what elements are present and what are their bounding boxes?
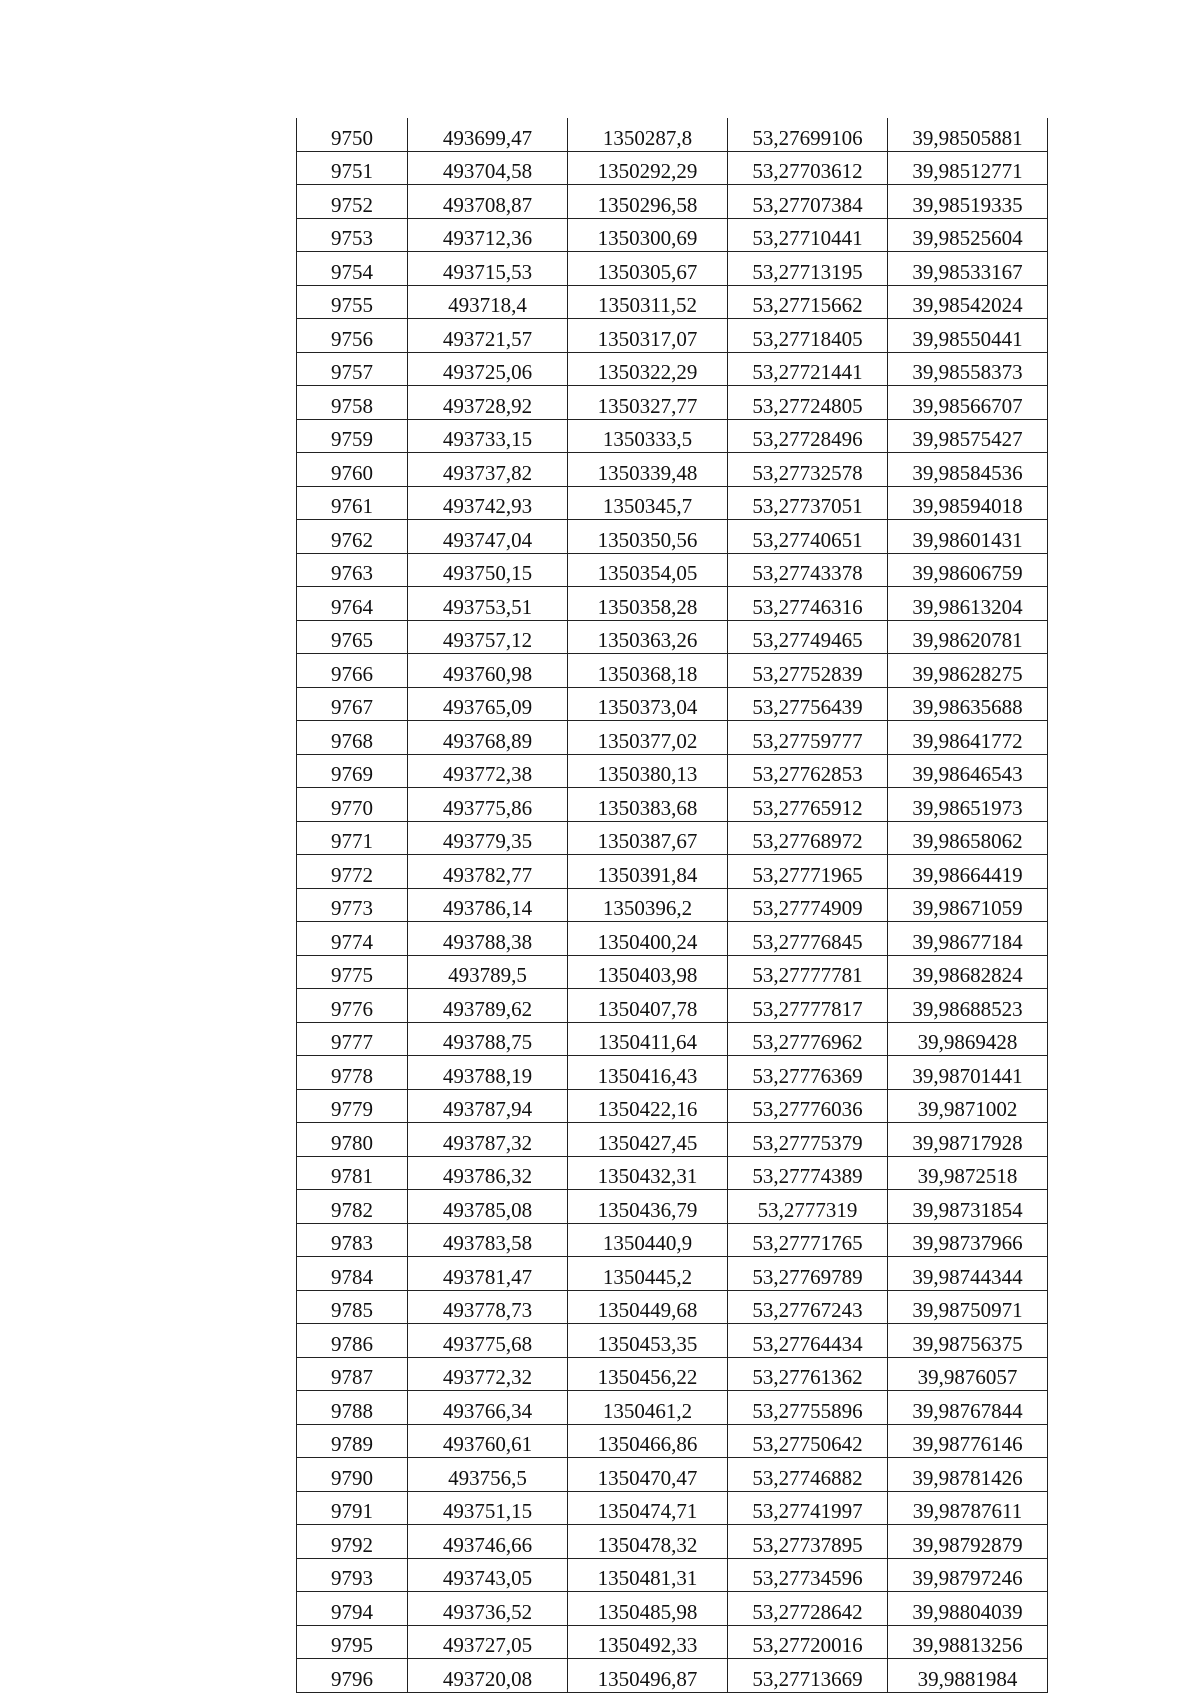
y-coordinate-cell: 1350416,43 [568, 1056, 728, 1090]
y-coordinate-cell: 1350387,67 [568, 821, 728, 855]
point-number-cell: 9765 [297, 620, 408, 654]
x-coordinate-cell: 493725,06 [408, 352, 568, 386]
table-row [297, 1156, 1048, 1190]
point-number-cell: 9781 [297, 1156, 408, 1190]
longitude-cell: 39,98731854 [888, 1190, 1048, 1224]
longitude-cell: 39,98797246 [888, 1558, 1048, 1592]
x-coordinate-cell: 493756,5 [408, 1458, 568, 1492]
y-coordinate-cell: 1350311,52 [568, 285, 728, 319]
point-number-cell: 9764 [297, 587, 408, 621]
latitude-cell: 53,27771765 [728, 1223, 888, 1257]
table-row [297, 855, 1048, 889]
x-coordinate-cell: 493778,73 [408, 1290, 568, 1324]
point-number-cell: 9760 [297, 453, 408, 487]
point-number-cell: 9793 [297, 1558, 408, 1592]
longitude-cell: 39,98641772 [888, 721, 1048, 755]
point-number-cell: 9761 [297, 486, 408, 520]
latitude-cell: 53,27765912 [728, 788, 888, 822]
latitude-cell: 53,27707384 [728, 185, 888, 219]
point-number-cell: 9788 [297, 1391, 408, 1425]
y-coordinate-cell: 1350322,29 [568, 352, 728, 386]
longitude-cell: 39,98701441 [888, 1056, 1048, 1090]
x-coordinate-cell: 493727,05 [408, 1625, 568, 1659]
longitude-cell: 39,98744344 [888, 1257, 1048, 1291]
y-coordinate-cell: 1350461,2 [568, 1391, 728, 1425]
longitude-cell: 39,98688523 [888, 989, 1048, 1023]
point-number-cell: 9770 [297, 788, 408, 822]
longitude-cell: 39,98717928 [888, 1123, 1048, 1157]
x-coordinate-cell: 493751,15 [408, 1491, 568, 1525]
y-coordinate-cell: 1350354,05 [568, 553, 728, 587]
x-coordinate-cell: 493781,47 [408, 1257, 568, 1291]
point-number-cell: 9783 [297, 1223, 408, 1257]
point-number-cell: 9780 [297, 1123, 408, 1157]
table-row [297, 1491, 1048, 1525]
y-coordinate-cell: 1350339,48 [568, 453, 728, 487]
latitude-cell: 53,27749465 [728, 620, 888, 654]
y-coordinate-cell: 1350470,47 [568, 1458, 728, 1492]
point-number-cell: 9777 [297, 1022, 408, 1056]
point-number-cell: 9755 [297, 285, 408, 319]
longitude-cell: 39,98787611 [888, 1491, 1048, 1525]
point-number-cell: 9779 [297, 1089, 408, 1123]
latitude-cell: 53,27737895 [728, 1525, 888, 1559]
y-coordinate-cell: 1350427,45 [568, 1123, 728, 1157]
point-number-cell: 9778 [297, 1056, 408, 1090]
table-row [297, 151, 1048, 185]
longitude-cell: 39,98558373 [888, 352, 1048, 386]
latitude-cell: 53,27764434 [728, 1324, 888, 1358]
table-row [297, 185, 1048, 219]
longitude-cell: 39,98813256 [888, 1625, 1048, 1659]
y-coordinate-cell: 1350333,5 [568, 419, 728, 453]
point-number-cell: 9786 [297, 1324, 408, 1358]
table-row [297, 687, 1048, 721]
latitude-cell: 53,27768972 [728, 821, 888, 855]
latitude-cell: 53,27777781 [728, 955, 888, 989]
x-coordinate-cell: 493743,05 [408, 1558, 568, 1592]
longitude-cell: 39,98792879 [888, 1525, 1048, 1559]
table-row [297, 1290, 1048, 1324]
latitude-cell: 53,27777817 [728, 989, 888, 1023]
latitude-cell: 53,27769789 [728, 1257, 888, 1291]
y-coordinate-cell: 1350368,18 [568, 654, 728, 688]
longitude-cell: 39,9876057 [888, 1357, 1048, 1391]
x-coordinate-cell: 493721,57 [408, 319, 568, 353]
table-row [297, 1223, 1048, 1257]
x-coordinate-cell: 493704,58 [408, 151, 568, 185]
table-row [297, 1190, 1048, 1224]
longitude-cell: 39,98550441 [888, 319, 1048, 353]
table-row [297, 721, 1048, 755]
table-row [297, 888, 1048, 922]
latitude-cell: 53,27734596 [728, 1558, 888, 1592]
table-row [297, 922, 1048, 956]
longitude-cell: 39,98767844 [888, 1391, 1048, 1425]
latitude-cell: 53,27721441 [728, 352, 888, 386]
y-coordinate-cell: 1350287,8 [568, 118, 728, 151]
table-row [297, 1022, 1048, 1056]
y-coordinate-cell: 1350445,2 [568, 1257, 728, 1291]
x-coordinate-cell: 493788,19 [408, 1056, 568, 1090]
longitude-cell: 39,98594018 [888, 486, 1048, 520]
y-coordinate-cell: 1350358,28 [568, 587, 728, 621]
y-coordinate-cell: 1350478,32 [568, 1525, 728, 1559]
point-number-cell: 9791 [297, 1491, 408, 1525]
longitude-cell: 39,98542024 [888, 285, 1048, 319]
x-coordinate-cell: 493786,14 [408, 888, 568, 922]
point-number-cell: 9795 [297, 1625, 408, 1659]
table-row [297, 1324, 1048, 1358]
point-number-cell: 9750 [297, 118, 408, 151]
y-coordinate-cell: 1350373,04 [568, 687, 728, 721]
latitude-cell: 53,27761362 [728, 1357, 888, 1391]
latitude-cell: 53,27718405 [728, 319, 888, 353]
y-coordinate-cell: 1350317,07 [568, 319, 728, 353]
point-number-cell: 9766 [297, 654, 408, 688]
latitude-cell: 53,2777319 [728, 1190, 888, 1224]
y-coordinate-cell: 1350300,69 [568, 218, 728, 252]
table-row [297, 788, 1048, 822]
latitude-cell: 53,27756439 [728, 687, 888, 721]
point-number-cell: 9789 [297, 1424, 408, 1458]
latitude-cell: 53,27713669 [728, 1659, 888, 1693]
table-row [297, 486, 1048, 520]
x-coordinate-cell: 493736,52 [408, 1592, 568, 1626]
longitude-cell: 39,98566707 [888, 386, 1048, 420]
longitude-cell: 39,98664419 [888, 855, 1048, 889]
x-coordinate-cell: 493789,5 [408, 955, 568, 989]
table-row [297, 285, 1048, 319]
x-coordinate-cell: 493718,4 [408, 285, 568, 319]
x-coordinate-cell: 493757,12 [408, 620, 568, 654]
coordinates-table [296, 118, 1048, 1693]
latitude-cell: 53,27741997 [728, 1491, 888, 1525]
longitude-cell: 39,98533167 [888, 252, 1048, 286]
point-number-cell: 9758 [297, 386, 408, 420]
point-number-cell: 9776 [297, 989, 408, 1023]
longitude-cell: 39,98512771 [888, 151, 1048, 185]
latitude-cell: 53,27746316 [728, 587, 888, 621]
longitude-cell: 39,98737966 [888, 1223, 1048, 1257]
table-row [297, 654, 1048, 688]
latitude-cell: 53,27774389 [728, 1156, 888, 1190]
x-coordinate-cell: 493765,09 [408, 687, 568, 721]
point-number-cell: 9790 [297, 1458, 408, 1492]
y-coordinate-cell: 1350481,31 [568, 1558, 728, 1592]
table-row [297, 520, 1048, 554]
longitude-cell: 39,98620781 [888, 620, 1048, 654]
y-coordinate-cell: 1350453,35 [568, 1324, 728, 1358]
table-row [297, 1424, 1048, 1458]
longitude-cell: 39,9872518 [888, 1156, 1048, 1190]
point-number-cell: 9787 [297, 1357, 408, 1391]
point-number-cell: 9784 [297, 1257, 408, 1291]
y-coordinate-cell: 1350292,29 [568, 151, 728, 185]
y-coordinate-cell: 1350449,68 [568, 1290, 728, 1324]
table-row [297, 754, 1048, 788]
y-coordinate-cell: 1350440,9 [568, 1223, 728, 1257]
x-coordinate-cell: 493715,53 [408, 252, 568, 286]
table-row [297, 955, 1048, 989]
point-number-cell: 9752 [297, 185, 408, 219]
point-number-cell: 9762 [297, 520, 408, 554]
table-row [297, 1659, 1048, 1693]
table-row [297, 218, 1048, 252]
latitude-cell: 53,27724805 [728, 386, 888, 420]
x-coordinate-cell: 493750,15 [408, 553, 568, 587]
y-coordinate-cell: 1350391,84 [568, 855, 728, 889]
y-coordinate-cell: 1350377,02 [568, 721, 728, 755]
x-coordinate-cell: 493708,87 [408, 185, 568, 219]
y-coordinate-cell: 1350296,58 [568, 185, 728, 219]
point-number-cell: 9785 [297, 1290, 408, 1324]
y-coordinate-cell: 1350466,86 [568, 1424, 728, 1458]
table-row [297, 386, 1048, 420]
x-coordinate-cell: 493782,77 [408, 855, 568, 889]
y-coordinate-cell: 1350436,79 [568, 1190, 728, 1224]
point-number-cell: 9796 [297, 1659, 408, 1693]
y-coordinate-cell: 1350327,77 [568, 386, 728, 420]
latitude-cell: 53,27740651 [728, 520, 888, 554]
x-coordinate-cell: 493783,58 [408, 1223, 568, 1257]
latitude-cell: 53,27776369 [728, 1056, 888, 1090]
point-number-cell: 9792 [297, 1525, 408, 1559]
table-row [297, 453, 1048, 487]
latitude-cell: 53,27767243 [728, 1290, 888, 1324]
longitude-cell: 39,98651973 [888, 788, 1048, 822]
table-row [297, 1458, 1048, 1492]
point-number-cell: 9768 [297, 721, 408, 755]
point-number-cell: 9757 [297, 352, 408, 386]
longitude-cell: 39,9871002 [888, 1089, 1048, 1123]
latitude-cell: 53,27755896 [728, 1391, 888, 1425]
point-number-cell: 9773 [297, 888, 408, 922]
x-coordinate-cell: 493775,86 [408, 788, 568, 822]
longitude-cell: 39,98584536 [888, 453, 1048, 487]
latitude-cell: 53,27720016 [728, 1625, 888, 1659]
point-number-cell: 9767 [297, 687, 408, 721]
point-number-cell: 9794 [297, 1592, 408, 1626]
point-number-cell: 9769 [297, 754, 408, 788]
latitude-cell: 53,27732578 [728, 453, 888, 487]
y-coordinate-cell: 1350407,78 [568, 989, 728, 1023]
y-coordinate-cell: 1350380,13 [568, 754, 728, 788]
point-number-cell: 9754 [297, 252, 408, 286]
table-row [297, 1257, 1048, 1291]
longitude-cell: 39,98658062 [888, 821, 1048, 855]
y-coordinate-cell: 1350496,87 [568, 1659, 728, 1693]
latitude-cell: 53,27776845 [728, 922, 888, 956]
latitude-cell: 53,27743378 [728, 553, 888, 587]
point-number-cell: 9774 [297, 922, 408, 956]
latitude-cell: 53,27759777 [728, 721, 888, 755]
latitude-cell: 53,27776036 [728, 1089, 888, 1123]
latitude-cell: 53,27703612 [728, 151, 888, 185]
longitude-cell: 39,98646543 [888, 754, 1048, 788]
table-row [297, 587, 1048, 621]
latitude-cell: 53,27776962 [728, 1022, 888, 1056]
table-row [297, 989, 1048, 1023]
latitude-cell: 53,27728496 [728, 419, 888, 453]
longitude-cell: 39,98628275 [888, 654, 1048, 688]
table-row [297, 1625, 1048, 1659]
table-row [297, 553, 1048, 587]
table-row [297, 1089, 1048, 1123]
coordinates-table-body [297, 118, 1048, 1692]
longitude-cell: 39,98750971 [888, 1290, 1048, 1324]
latitude-cell: 53,27699106 [728, 118, 888, 151]
point-number-cell: 9775 [297, 955, 408, 989]
x-coordinate-cell: 493785,08 [408, 1190, 568, 1224]
x-coordinate-cell: 493737,82 [408, 453, 568, 487]
longitude-cell: 39,98776146 [888, 1424, 1048, 1458]
y-coordinate-cell: 1350422,16 [568, 1089, 728, 1123]
longitude-cell: 39,98804039 [888, 1592, 1048, 1626]
table-row [297, 118, 1048, 151]
table-row [297, 1056, 1048, 1090]
x-coordinate-cell: 493766,34 [408, 1391, 568, 1425]
y-coordinate-cell: 1350403,98 [568, 955, 728, 989]
latitude-cell: 53,27737051 [728, 486, 888, 520]
x-coordinate-cell: 493787,94 [408, 1089, 568, 1123]
x-coordinate-cell: 493788,38 [408, 922, 568, 956]
x-coordinate-cell: 493775,68 [408, 1324, 568, 1358]
y-coordinate-cell: 1350396,2 [568, 888, 728, 922]
longitude-cell: 39,98781426 [888, 1458, 1048, 1492]
y-coordinate-cell: 1350363,26 [568, 620, 728, 654]
x-coordinate-cell: 493789,62 [408, 989, 568, 1023]
table-row [297, 1525, 1048, 1559]
point-number-cell: 9753 [297, 218, 408, 252]
latitude-cell: 53,27750642 [728, 1424, 888, 1458]
longitude-cell: 39,98635688 [888, 687, 1048, 721]
table-row [297, 620, 1048, 654]
x-coordinate-cell: 493747,04 [408, 520, 568, 554]
longitude-cell: 39,98613204 [888, 587, 1048, 621]
longitude-cell: 39,98756375 [888, 1324, 1048, 1358]
latitude-cell: 53,27775379 [728, 1123, 888, 1157]
y-coordinate-cell: 1350350,56 [568, 520, 728, 554]
table-row [297, 319, 1048, 353]
longitude-cell: 39,98601431 [888, 520, 1048, 554]
table-row [297, 821, 1048, 855]
x-coordinate-cell: 493788,75 [408, 1022, 568, 1056]
table-row [297, 1558, 1048, 1592]
point-number-cell: 9771 [297, 821, 408, 855]
longitude-cell: 39,98606759 [888, 553, 1048, 587]
y-coordinate-cell: 1350411,64 [568, 1022, 728, 1056]
table-row [297, 1592, 1048, 1626]
latitude-cell: 53,27715662 [728, 285, 888, 319]
x-coordinate-cell: 493720,08 [408, 1659, 568, 1693]
x-coordinate-cell: 493746,66 [408, 1525, 568, 1559]
x-coordinate-cell: 493772,38 [408, 754, 568, 788]
x-coordinate-cell: 493728,92 [408, 386, 568, 420]
x-coordinate-cell: 493733,15 [408, 419, 568, 453]
longitude-cell: 39,9869428 [888, 1022, 1048, 1056]
table-row [297, 419, 1048, 453]
y-coordinate-cell: 1350400,24 [568, 922, 728, 956]
table-row [297, 352, 1048, 386]
longitude-cell: 39,98519335 [888, 185, 1048, 219]
point-number-cell: 9751 [297, 151, 408, 185]
x-coordinate-cell: 493760,98 [408, 654, 568, 688]
x-coordinate-cell: 493772,32 [408, 1357, 568, 1391]
table-row [297, 1357, 1048, 1391]
longitude-cell: 39,98575427 [888, 419, 1048, 453]
y-coordinate-cell: 1350456,22 [568, 1357, 728, 1391]
longitude-cell: 39,9881984 [888, 1659, 1048, 1693]
y-coordinate-cell: 1350383,68 [568, 788, 728, 822]
y-coordinate-cell: 1350432,31 [568, 1156, 728, 1190]
x-coordinate-cell: 493786,32 [408, 1156, 568, 1190]
longitude-cell: 39,98677184 [888, 922, 1048, 956]
longitude-cell: 39,98505881 [888, 118, 1048, 151]
point-number-cell: 9756 [297, 319, 408, 353]
y-coordinate-cell: 1350492,33 [568, 1625, 728, 1659]
longitude-cell: 39,98682824 [888, 955, 1048, 989]
x-coordinate-cell: 493742,93 [408, 486, 568, 520]
y-coordinate-cell: 1350305,67 [568, 252, 728, 286]
latitude-cell: 53,27728642 [728, 1592, 888, 1626]
latitude-cell: 53,27713195 [728, 252, 888, 286]
point-number-cell: 9772 [297, 855, 408, 889]
table-row [297, 1391, 1048, 1425]
x-coordinate-cell: 493699,47 [408, 118, 568, 151]
latitude-cell: 53,27774909 [728, 888, 888, 922]
x-coordinate-cell: 493768,89 [408, 721, 568, 755]
latitude-cell: 53,27762853 [728, 754, 888, 788]
x-coordinate-cell: 493760,61 [408, 1424, 568, 1458]
latitude-cell: 53,27771965 [728, 855, 888, 889]
point-number-cell: 9782 [297, 1190, 408, 1224]
longitude-cell: 39,98671059 [888, 888, 1048, 922]
longitude-cell: 39,98525604 [888, 218, 1048, 252]
x-coordinate-cell: 493753,51 [408, 587, 568, 621]
y-coordinate-cell: 1350474,71 [568, 1491, 728, 1525]
latitude-cell: 53,27746882 [728, 1458, 888, 1492]
y-coordinate-cell: 1350485,98 [568, 1592, 728, 1626]
point-number-cell: 9759 [297, 419, 408, 453]
x-coordinate-cell: 493712,36 [408, 218, 568, 252]
y-coordinate-cell: 1350345,7 [568, 486, 728, 520]
latitude-cell: 53,27710441 [728, 218, 888, 252]
table-row [297, 252, 1048, 286]
x-coordinate-cell: 493779,35 [408, 821, 568, 855]
table-row [297, 1123, 1048, 1157]
point-number-cell: 9763 [297, 553, 408, 587]
x-coordinate-cell: 493787,32 [408, 1123, 568, 1157]
latitude-cell: 53,27752839 [728, 654, 888, 688]
